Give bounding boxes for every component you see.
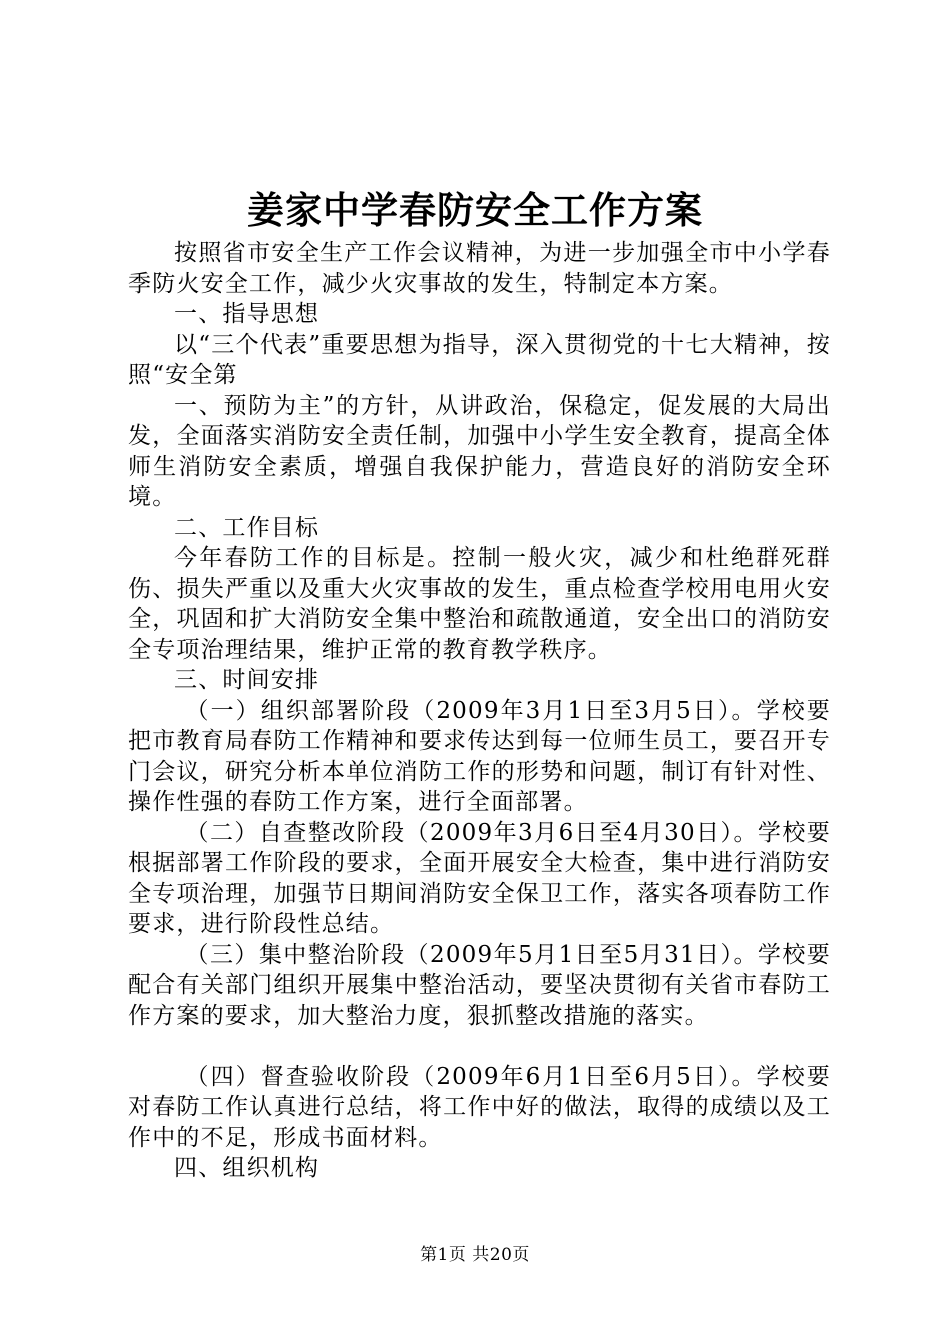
paragraph-stage-3: （三）集中整治阶段（2009年5月1日至5月31日）。学校要配合有关部门组织开展集中整治活动，要坚决贯彻有关省市春防工作方案的要求，加大整治力度，狠抓整改措施的落实。 (128, 941, 831, 1029)
heading-schedule: 三、时间安排 (174, 667, 320, 693)
blank-line (128, 1031, 831, 1062)
paragraph-guiding-ideology-continued: 一、预防为主”的方针，从讲政治，保稳定，促发展的大局出发，全面落实消防安全责任制，加强中小学生安全教育，提高全体师生消防安全素质，增强自我保护能力，营造良好的消防安全环境。 (128, 392, 831, 510)
heading-guiding-ideology: 一、指导思想 (174, 301, 320, 327)
paragraph-stage-4: （四）督查验收阶段（2009年6月1日至6月5日）。学校要对春防工作认真进行总结，将工作中好的做法，取得的成绩以及工作中的不足，形成书面材料。 (128, 1063, 831, 1151)
paragraph-work-goals: 今年春防工作的目标是。控制一般火灾，减少和杜绝群死群伤、损失严重以及重大火灾事故的发生，重点检查学校用电用火安全，巩固和扩大消防安全集中整治和疏散通道，安全出口的消防安全专项治理结果，维护正常的教育教学秩序。 (128, 545, 831, 663)
page-footer: 第1页 共20页 (420, 1245, 530, 1265)
paragraph-intro: 按照省市安全生产工作会议精神，为进一步加强全市中小学春季防火安全工作，减少火灾事故的发生，特制定本方案。 (128, 240, 831, 297)
heading-organization: 四、组织机构 (174, 1155, 320, 1181)
paragraph-guiding-ideology: 以“三个代表”重要思想为指导，深入贯彻党的十七大精神，按照“安全第 (128, 331, 831, 388)
document-title: 姜家中学春防安全工作方案 (247, 188, 703, 232)
heading-work-goals: 二、工作目标 (174, 514, 320, 541)
document-body (128, 238, 831, 1184)
paragraph-stage-1: （一）组织部署阶段（2009年3月1日至3月5日）。学校要把市教育局春防工作精神和要求传达到每一位师生员工，要召开专门会议，研究分析本单位消防工作的形势和问题，制订有针对性、操作性强的春防工作方案，进行全面部署。 (128, 697, 831, 815)
paragraph-stage-2: （二）自查整改阶段（2009年3月6日至4月30日）。学校要根据部署工作阶段的要求，全面开展安全大检查，集中进行消防安全专项治理，加强节日期间消防安全保卫工作，落实各项春防工作要求，进行阶段性总结。 (128, 819, 831, 937)
